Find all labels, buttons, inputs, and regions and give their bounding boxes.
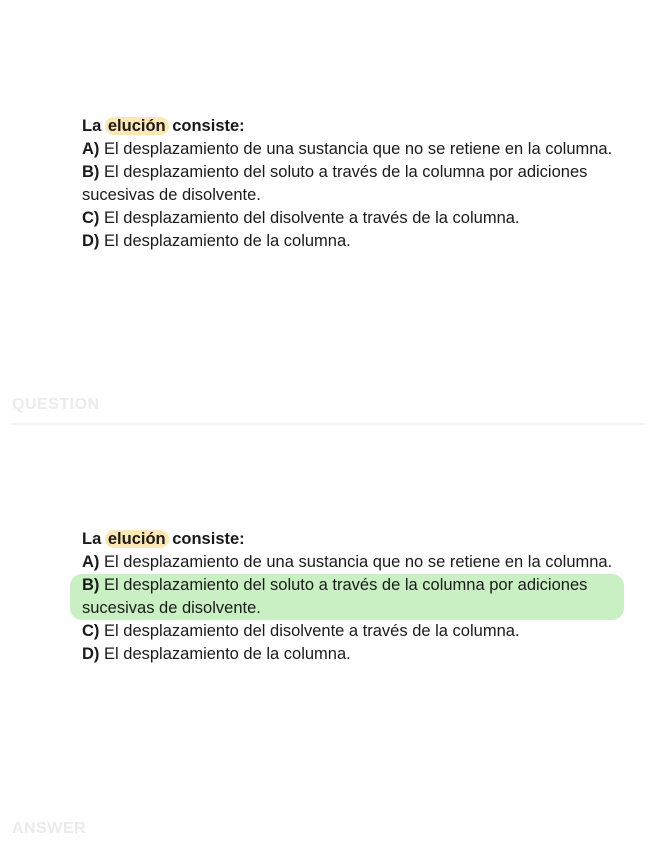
answer-stem: [82, 528, 622, 551]
stem-prefix: La: [82, 117, 102, 135]
answer-option-d: [82, 643, 622, 666]
option-letter: C): [82, 209, 100, 227]
answer-option-c: [82, 620, 622, 643]
option-b[interactable]: [82, 161, 622, 207]
stem-suffix: consiste:: [172, 117, 245, 135]
stem-keyword-highlight: elución: [105, 530, 169, 548]
option-text: El desplazamiento del disolvente a través de la columna.: [104, 209, 520, 227]
option-text: El desplazamiento del soluto a través de la columna por adiciones sucesivas de disolvente.: [82, 163, 588, 204]
answer-card: [82, 528, 622, 666]
option-letter: A): [82, 140, 100, 158]
stem-suffix: consiste:: [172, 530, 245, 548]
answer-option-a: [82, 551, 622, 574]
option-text: El desplazamiento de la columna.: [104, 232, 351, 250]
option-letter: D): [82, 645, 100, 663]
option-letter: B): [82, 576, 100, 594]
option-letter: C): [82, 622, 100, 640]
question-card: [82, 115, 622, 253]
question-stem: [82, 115, 622, 138]
stem-prefix: La: [82, 530, 102, 548]
stem-keyword-highlight: elución: [105, 117, 169, 135]
option-letter: D): [82, 232, 100, 250]
option-text: El desplazamiento de una sustancia que no se retiene en la columna.: [104, 553, 613, 571]
correct-answer-option-b: [70, 574, 624, 620]
option-text: El desplazamiento de la columna.: [104, 645, 351, 663]
question-section-label: QUESTION: [12, 396, 100, 413]
option-letter: B): [82, 163, 100, 181]
answer-section-label: ANSWER: [12, 820, 87, 837]
option-letter: A): [82, 553, 100, 571]
section-divider: [12, 423, 644, 425]
option-text: El desplazamiento de una sustancia que no se retiene en la columna.: [104, 140, 613, 158]
option-text: El desplazamiento del disolvente a través de la columna.: [104, 622, 520, 640]
option-a[interactable]: [82, 138, 622, 161]
option-text: El desplazamiento del soluto a través de la columna por adiciones sucesivas de disolvente.: [82, 576, 588, 617]
option-c[interactable]: [82, 207, 622, 230]
option-d[interactable]: [82, 230, 622, 253]
